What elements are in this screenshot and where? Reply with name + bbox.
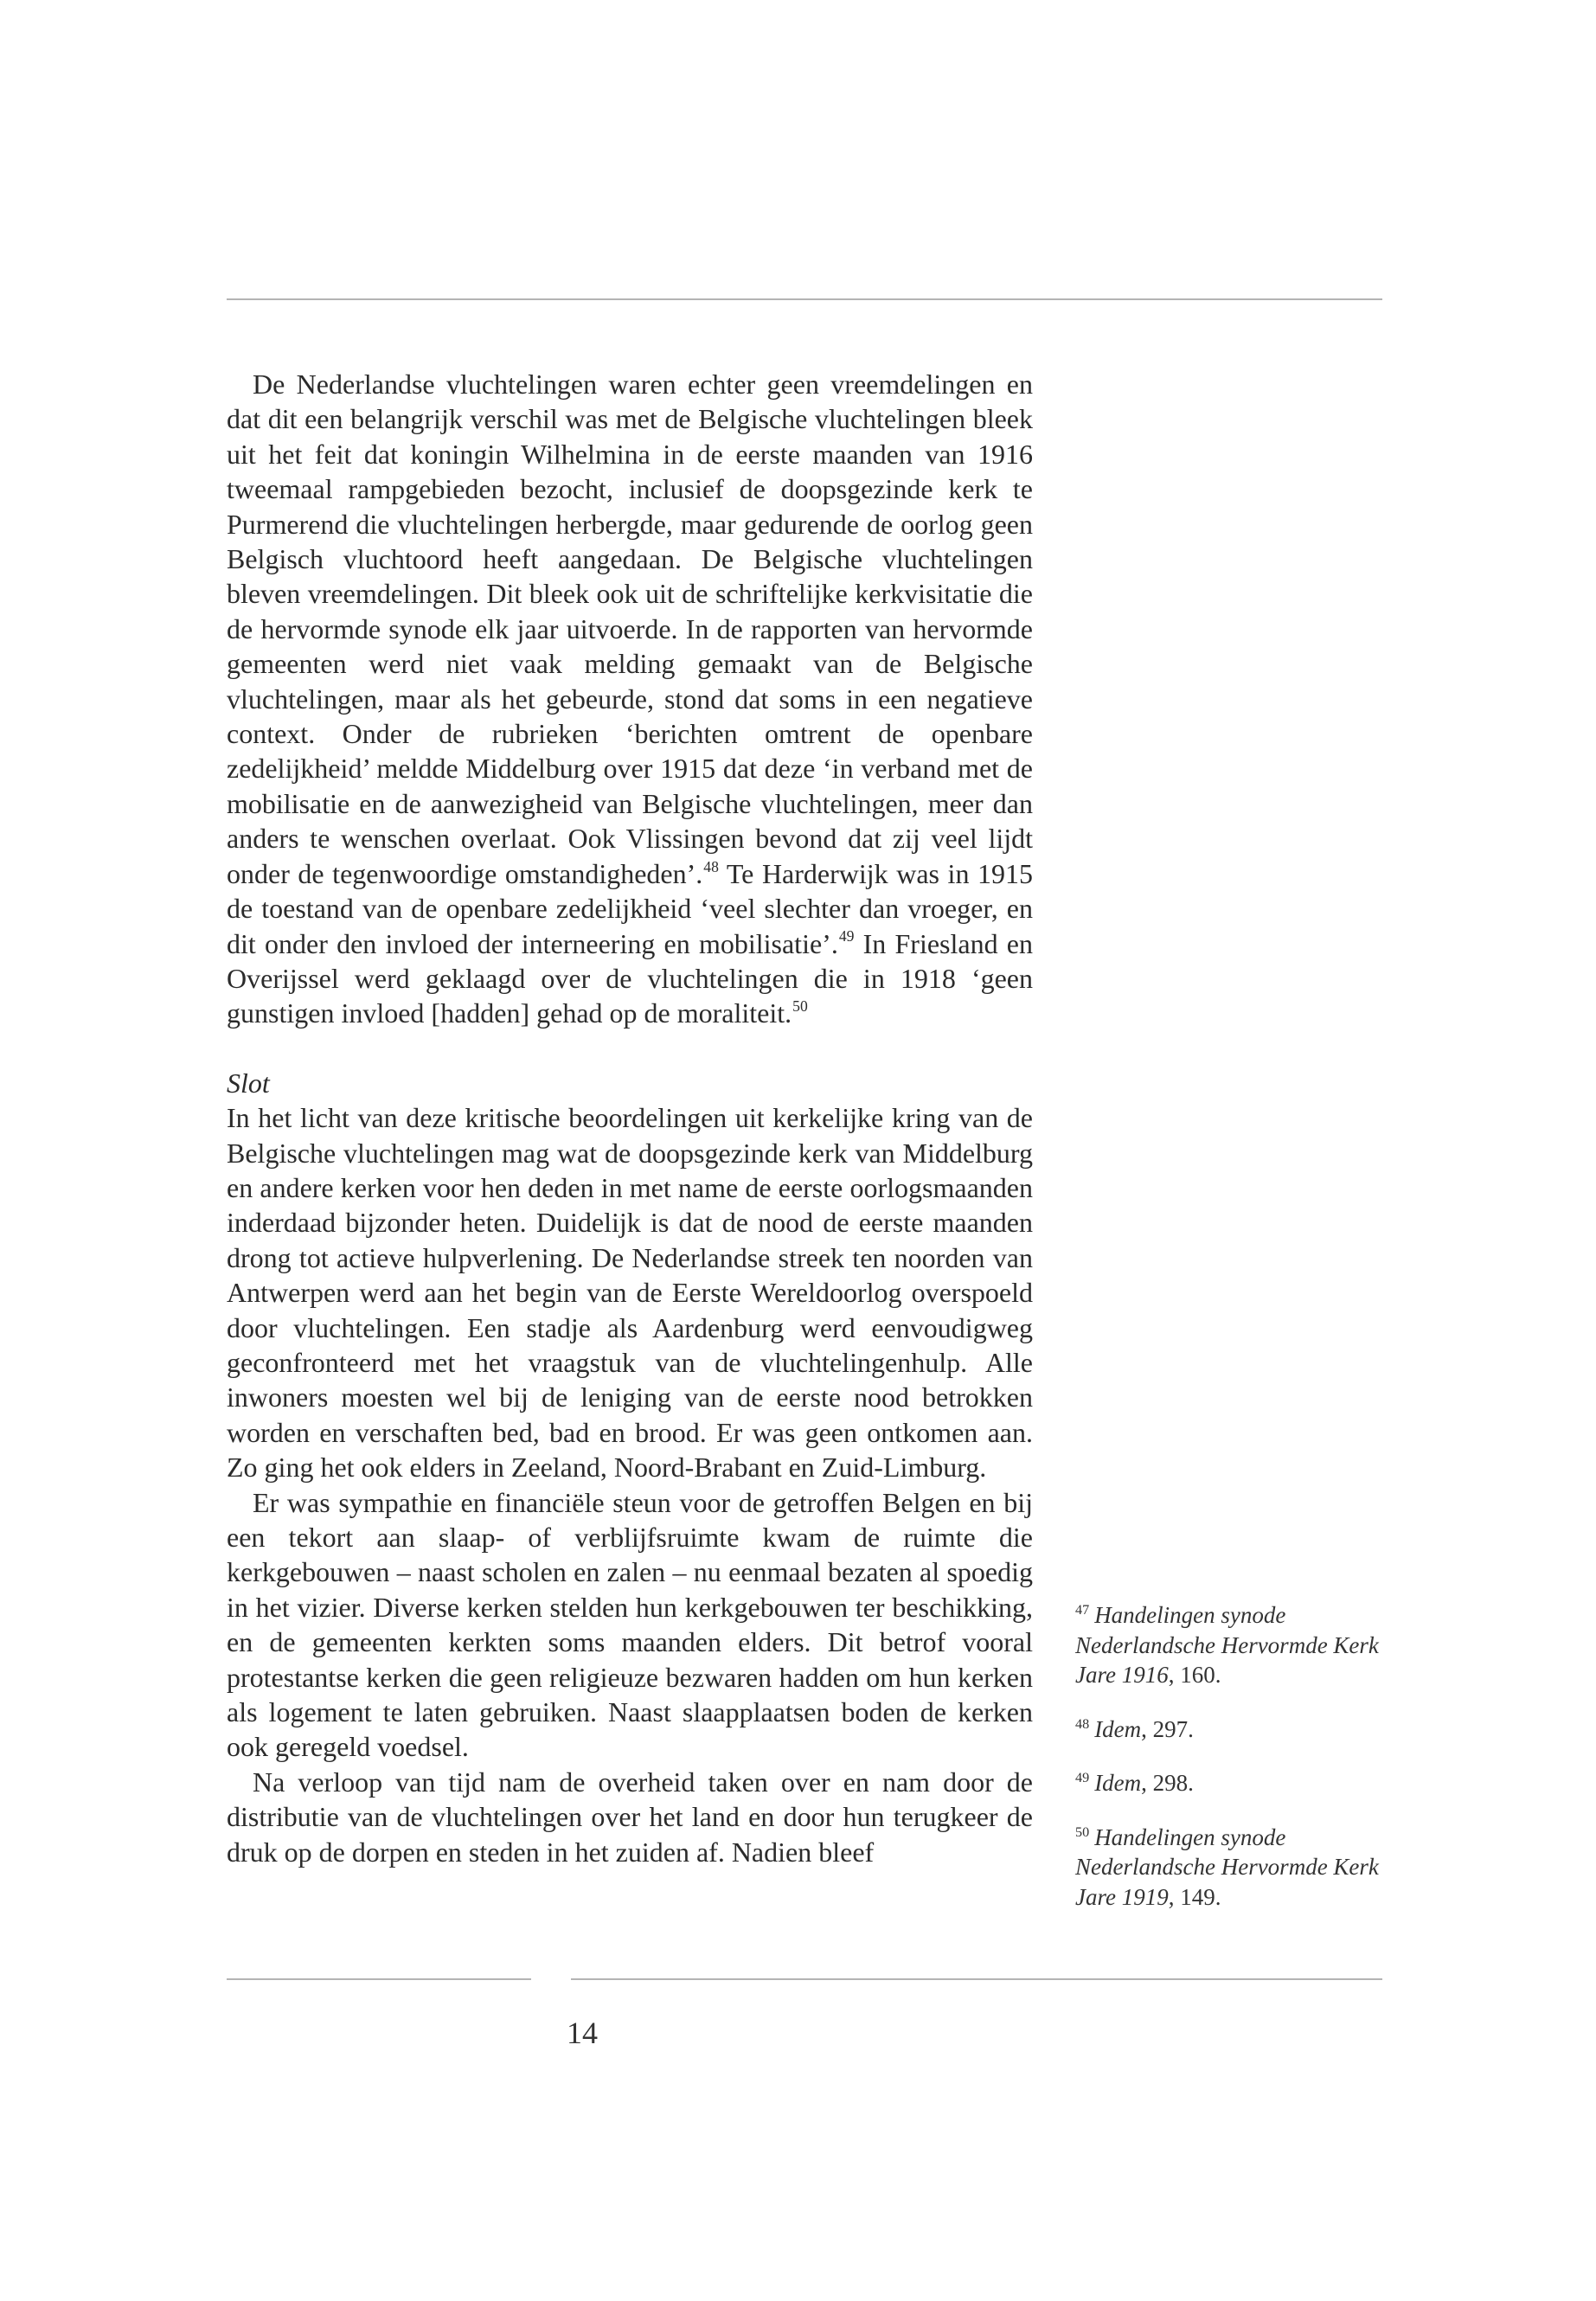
footnote-47 (1075, 1600, 1387, 1690)
footnote-number: 47 (1075, 1602, 1090, 1618)
footer-rule-right (571, 1978, 1382, 1980)
footnote-source: Handelingen synode Nederlandsche Hervormde Kerk Jare 1919 (1075, 1823, 1379, 1910)
footnote-page: , 149. (1168, 1883, 1221, 1910)
footnote-ref-49[interactable]: 49 (838, 927, 855, 945)
footnote-49 (1075, 1768, 1387, 1798)
main-text-column (227, 367, 1033, 1869)
footnote-source: Handelingen synode Nederlandsche Hervormde Kerk Jare 1916 (1075, 1602, 1379, 1688)
footnote-source: Idem (1094, 1770, 1142, 1796)
footnote-ref-48[interactable]: 48 (703, 857, 719, 875)
footnotes-column (1075, 1600, 1387, 1936)
body-paragraph-3: Er was sympathie en financiële steun voor de getroffen Belgen en bij een tekort aan slaap- of verblijfsruimte kwam de ruimte die kerkgebouwen – naast scholen en zalen – nu eenmaal bezaten al spoedig in het vizier. Diverse kerken stelden hun kerkgebouwen ter beschikking, en de gemeenten kerkten soms maanden elders. Dit betrof vooral protestantse kerken die geen religieuze bezwaren hadden om hun kerken als logement te laten gebruiken. Naast slaapplaatsen boden de kerken ook geregeld voedsel. (227, 1486, 1033, 1763)
footnote-number: 48 (1075, 1715, 1090, 1732)
footnote-page: , 160. (1168, 1662, 1221, 1688)
header-rule (227, 298, 1382, 300)
footnote-source: Idem (1094, 1715, 1142, 1742)
footnote-ref-50[interactable]: 50 (792, 997, 808, 1016)
body-paragraph-2: In het licht van deze kritische beoordelingen uit kerkelijke kring van de Belgische vluchtelingen mag wat de doopsgezinde kerk van Middelburg en andere kerken voor hen deden in met name de eerste oorlogsmaanden inderdaad bijzonder heten. Duidelijk is dat de nood de eerste maanden drong tot actieve hulpverlening. De Nederlandse streek ten noorden van Antwerpen werd aan het begin van de Eerste Wereldoorlog overspoeld door vluchtelingen. Een stadje als Aardenburg werd eenvoudigweg geconfronteerd met het vraagstuk van de vluchtelingenhulp. Alle inwoners moesten wel bij de leniging van de eerste nood betrokken worden en verschaften bed, bad en brood. Er was geen ontkomen aan. Zo ging het ook elders in Zeeland, Noord-Brabant en Zuid-Limburg. (227, 1102, 1033, 1484)
paragraph-1-part-a: De Nederlandse vluchtelingen waren echter geen vreemdelingen en dat dit een belangrijk verschil was met de Belgische vluchtelingen bleek uit het feit dat koningin Wilhelmina in de eerste maanden van 1916 tweemaal rampgebieden bezocht, inclusief de doopsgezinde kerk te Purmerend die vluchtelingen herbergde, maar gedurende de oorlog geen Belgisch vluchtoord heeft aangedaan. De Belgische vluchtelingen bleven vreemdelingen. Dit bleek ook uit de schriftelijke kerkvisitatie die de hervormde synode elk jaar uitvoerde. In de rapporten van hervormde gemeenten werd niet vaak melding gemaakt van de Belgische vluchtelingen, maar als het gebeurde, stond dat soms in een negatieve context. Onder de rubrieken ‘berichten omtrent de openbare zedelijkheid’ meldde Middelburg over 1915 dat deze ‘in verband met de mobilisatie en de aanwezigheid van Belgische vluchtelingen, meer dan anders te wenschen overlaat. Ook Vlissingen bevond dat zij veel lijdt onder de tegenwoordige omstandigheden’. (227, 369, 1033, 889)
paragraph-1-part-b: Te Harderwijk was in 1915 de toestand van de openbare zedelijkheid ‘veel slechter dan vroeger, en dit onder den invloed der interneering en mobilisatie’. (227, 857, 1034, 959)
paragraph-1-part-c: In Friesland en Overijssel werd geklaagd over de vluchtelingen die in 1918 ‘geen gunstigen invloed [hadden] gehad op de moraliteit. (227, 927, 1034, 1029)
footnote-page: , 297. (1141, 1715, 1194, 1742)
page-number: 14 (567, 2016, 598, 2050)
footnote-number: 50 (1075, 1823, 1090, 1840)
footnote-number: 49 (1075, 1770, 1090, 1786)
section-heading-slot: Slot (227, 1067, 270, 1099)
footnote-50 (1075, 1823, 1387, 1913)
footnote-page: , 298. (1141, 1770, 1194, 1796)
body-paragraph-4: Na verloop van tijd nam de overheid taken over en nam door de distributie van de vluchtelingen over het land en door hun terugkeer de druk op de dorpen en steden in het zuiden af. Nadien bleef (227, 1766, 1033, 1868)
footer-rule-left (227, 1978, 531, 1980)
footnote-48 (1075, 1715, 1387, 1745)
body-paragraph-1 (227, 367, 1033, 1031)
